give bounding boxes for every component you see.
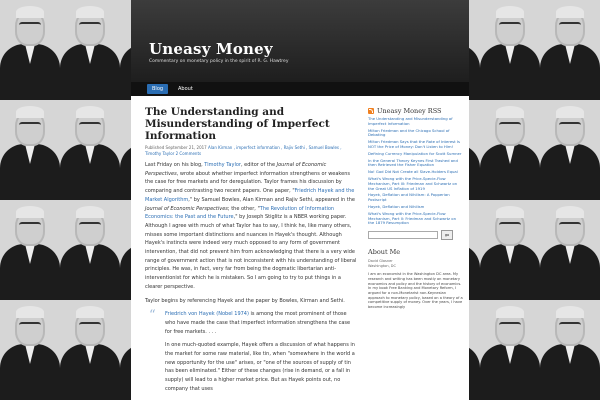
portrait-tile — [480, 0, 540, 100]
rss-item[interactable]: Milton Friedman Says that the Rate of Interest Is NOT the Price of Money: Don't Listen to Him! — [368, 139, 460, 149]
rss-icon[interactable] — [368, 108, 374, 114]
post-title[interactable]: The Understanding and Misunderstanding of Imperfect Information — [145, 106, 330, 142]
text-run: ," by Samuel Bowles, Alan Kirman and Rajiv Sethi, appeared in the — [188, 196, 355, 203]
post-published: Published September 21, 2017 — [145, 145, 207, 150]
rss-item[interactable]: Hayek, Deflation and Nihilism: A Popperian Postscript — [368, 192, 450, 203]
nav-bar — [131, 82, 469, 96]
rss-item[interactable]: What's Wrong with the Price-Specie-Flow Mechanism, Part III: Friedman and Schwartz on the Great US Inflation of 1919 — [368, 176, 458, 191]
search-input[interactable] — [368, 231, 438, 239]
search-form — [368, 230, 463, 240]
portrait-tile — [0, 0, 60, 100]
portrait-tile — [540, 200, 600, 300]
post-tags[interactable]: Alan Kirman , imperfect information , Rajiv Sethi , Samuel Bowles , Timothy Taylor — [145, 145, 342, 156]
rss-item[interactable]: Hayek, Deflation and Nihilism — [368, 204, 425, 210]
portrait-tile — [0, 300, 60, 400]
portrait-tile — [540, 300, 600, 400]
rss-item[interactable]: In the General Theory Keynes First Trashed and then Retrieved the Fisher Equation — [368, 157, 458, 168]
about-bio: I am an economist in the Washington DC area. My research and writing has been mostly on monetary economics and policy and the history of economics. In my book Free Banking and Monetary Reform, I argued for a non-Monetarist non-Keynesian approach to monetary policy, based on a theory of a competitive supply of money. Over the years, I have become increasingly — [368, 272, 463, 310]
portrait-tile — [480, 200, 540, 300]
text-run: , editor of the — [240, 162, 277, 168]
post-paragraph: Taylor begins by referencing Hayek and the paper by Bowles, Kirman and Sethi. — [145, 297, 345, 304]
about-location: Washington, DC — [368, 263, 396, 268]
portrait-tile — [0, 100, 60, 200]
portrait-tile — [480, 100, 540, 200]
hayek-nobel-link[interactable]: Friedrich von Hayek (Nobel 1974) — [165, 311, 249, 318]
nav-item-about[interactable]: About — [178, 86, 193, 92]
about-title: About Me — [368, 248, 401, 257]
site-title[interactable]: Uneasy Money — [149, 40, 273, 58]
rss-item[interactable]: What's Wrong with the Price-Specie-Flow Mechanism, Part II: Friedman and Schwartz on the 1879 Resumption — [368, 210, 456, 226]
quote-paragraph: In one much-quoted example, Hayek offers a discussion of what happens in the market for some raw material, like tin, when "somewhere in the world a new opportunity for the use" arises, or "one of the sources of supply of tin has been eliminated." Either of these changes (rise in demand, or a fall in supply) will lead to a higher market price. But as Hayek points out, no company that uses — [165, 342, 355, 392]
nav-item-blog[interactable]: Blog — [147, 84, 168, 94]
rss-header — [368, 106, 463, 116]
search-button[interactable]: go — [441, 230, 453, 240]
about-name: David Glasner — [368, 259, 393, 264]
portrait-tile — [60, 300, 120, 400]
site-header — [131, 0, 469, 82]
hayek-market-algorithm-link[interactable]: Friedrich Hayek and the Market Algorithm — [145, 188, 355, 203]
blockquote — [145, 310, 357, 393]
portrait-tile — [540, 100, 600, 200]
portrait-tile — [60, 200, 120, 300]
post-paragraph — [145, 161, 357, 292]
text-run: ; the other, " — [227, 205, 260, 212]
post-meta — [145, 145, 357, 156]
journal-name: Journal of Economic Perspectives — [145, 205, 228, 212]
about-meta — [368, 259, 463, 268]
rss-item[interactable]: Defining Currency Manipulation for Scott Sumner — [368, 150, 462, 156]
portrait-tile — [0, 200, 60, 300]
blog-post — [145, 106, 357, 394]
portrait-tile — [60, 0, 120, 100]
text-run: is among the most prominent of those who have made the case that imperfect information strengthens the case for free markets. . . . — [165, 311, 351, 335]
rss-item[interactable]: No! God Did Not Create all Slave-Holders Equal — [368, 169, 458, 175]
rss-list — [368, 117, 463, 226]
revolution-information-economics-link[interactable]: The Revolution of Information Economics: the Past and the Future — [145, 205, 335, 221]
text-run: Last Friday on his blog, — [145, 162, 205, 168]
post-comments-link[interactable]: 2 Comments — [175, 150, 202, 156]
rss-item[interactable]: The Understanding and Misunderstanding of Imperfect Information — [368, 116, 453, 126]
quote-mark-icon: “ — [149, 308, 156, 324]
page-container — [131, 0, 469, 400]
portrait-tile — [480, 300, 540, 400]
sidebar — [368, 106, 463, 310]
quote-paragraph — [165, 310, 357, 336]
site-description: Commentary on monetary policy in the spirit of R. G. Hawtrey — [149, 59, 289, 64]
journal-name: Journal of Economic Perspectives — [145, 162, 327, 177]
text-run: ," by Joseph Stiglitz is a NBER working paper. Although I agree with much of what Taylor has to say, I think he, like many others, misses some important distinctions and nuances in Hayek's thought. Although Hayek's instincts were indeed very much opposed to any form of government intervention, that did not prevent him from acknowledging that there is a very wide range of government action that is not inconsistent with his understanding of liberal principles. He was, in fact, very far from being the dogmatic libertarian anti-interventionist for which he is mistaken. So I am going to try to put things in a clearer perspective. — [145, 214, 357, 290]
rss-item[interactable]: Milton Friedman and the Chicago School of Debating — [368, 127, 450, 138]
portrait-tile — [540, 0, 600, 100]
portrait-tile — [60, 100, 120, 200]
text-run: , wrote about whether imperfect information strengthens or weakens the case for free markets and for deregulation. Taylor frames his discussion by comparing and contrasting two recent papers. One paper, " — [145, 170, 350, 195]
rss-title[interactable]: Uneasy Money RSS — [377, 107, 442, 115]
timothy-taylor-link[interactable]: Timothy Taylor — [204, 162, 241, 168]
